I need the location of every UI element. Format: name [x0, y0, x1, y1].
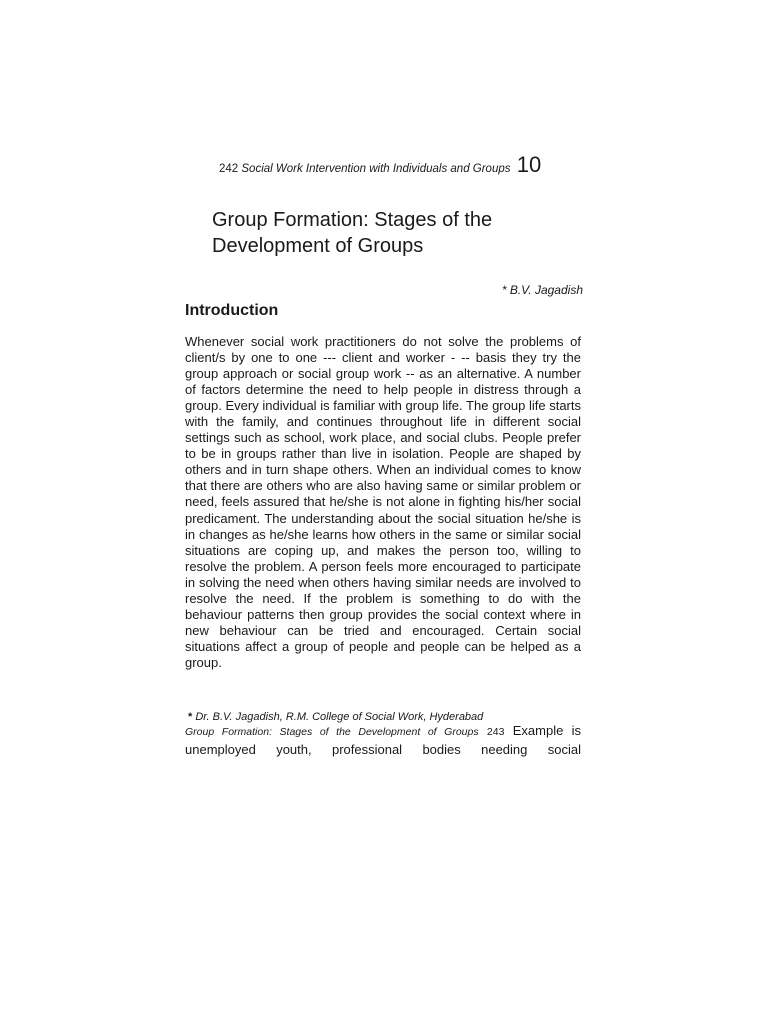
- running-header: [219, 152, 541, 182]
- author-byline: * B.V. Jagadish: [501, 283, 583, 297]
- book-title: Social Work Intervention with Individuals and Groups: [241, 163, 511, 175]
- body-paragraph: Whenever social work practitioners do not solve the problems of client/s by one to one --- client and worker - -- basis they try the group approach or social group work -- as an alternative. A number of factors determine the need to help people in distress through a group. Every individual is familiar with group life. The group life starts with the family, and continues throughout life in different social settings such as school, work place, and social clubs. People prefer to be in groups rather than live in isolation. People are shaped by others and in turn shape others. When an individual comes to know that there are others who are also having same or similar problem or need, feels assured that he/she is not alone in fighting his/her social predicament. The understanding about the social situation he/she is in changes as he/she learns how others in the same or similar social situations are coping up, and makes the person too, willing to resolve the problem. A person feels more encouraged to participate in solving the need when others having similar needs are involved to resolve the need. If the problem is something to do with the behaviour patterns then group provides the social context where in new behaviour can be tried and encouraged. Certain social situations affect a group of people and people can be helped as a group.: [185, 334, 581, 670]
- section-heading: Introduction: [185, 302, 279, 319]
- chapter-title: Group Formation: Stages of the Development of Groups: [212, 209, 493, 257]
- next-page-running-header: Group Formation: Stages of the Development of Groups: [185, 726, 479, 738]
- footnote-mark: *: [188, 711, 193, 723]
- next-page-number: 243: [486, 726, 505, 738]
- page-number: 242: [219, 163, 239, 175]
- next-page-continuation: [185, 722, 581, 759]
- next-page-text: Example is unemployed youth, professional bodies needing social: [185, 723, 582, 757]
- footnote-text: Dr. B.V. Jagadish, R.M. College of Social Work, Hyderabad: [192, 711, 484, 723]
- chapter-number: 10: [516, 152, 542, 177]
